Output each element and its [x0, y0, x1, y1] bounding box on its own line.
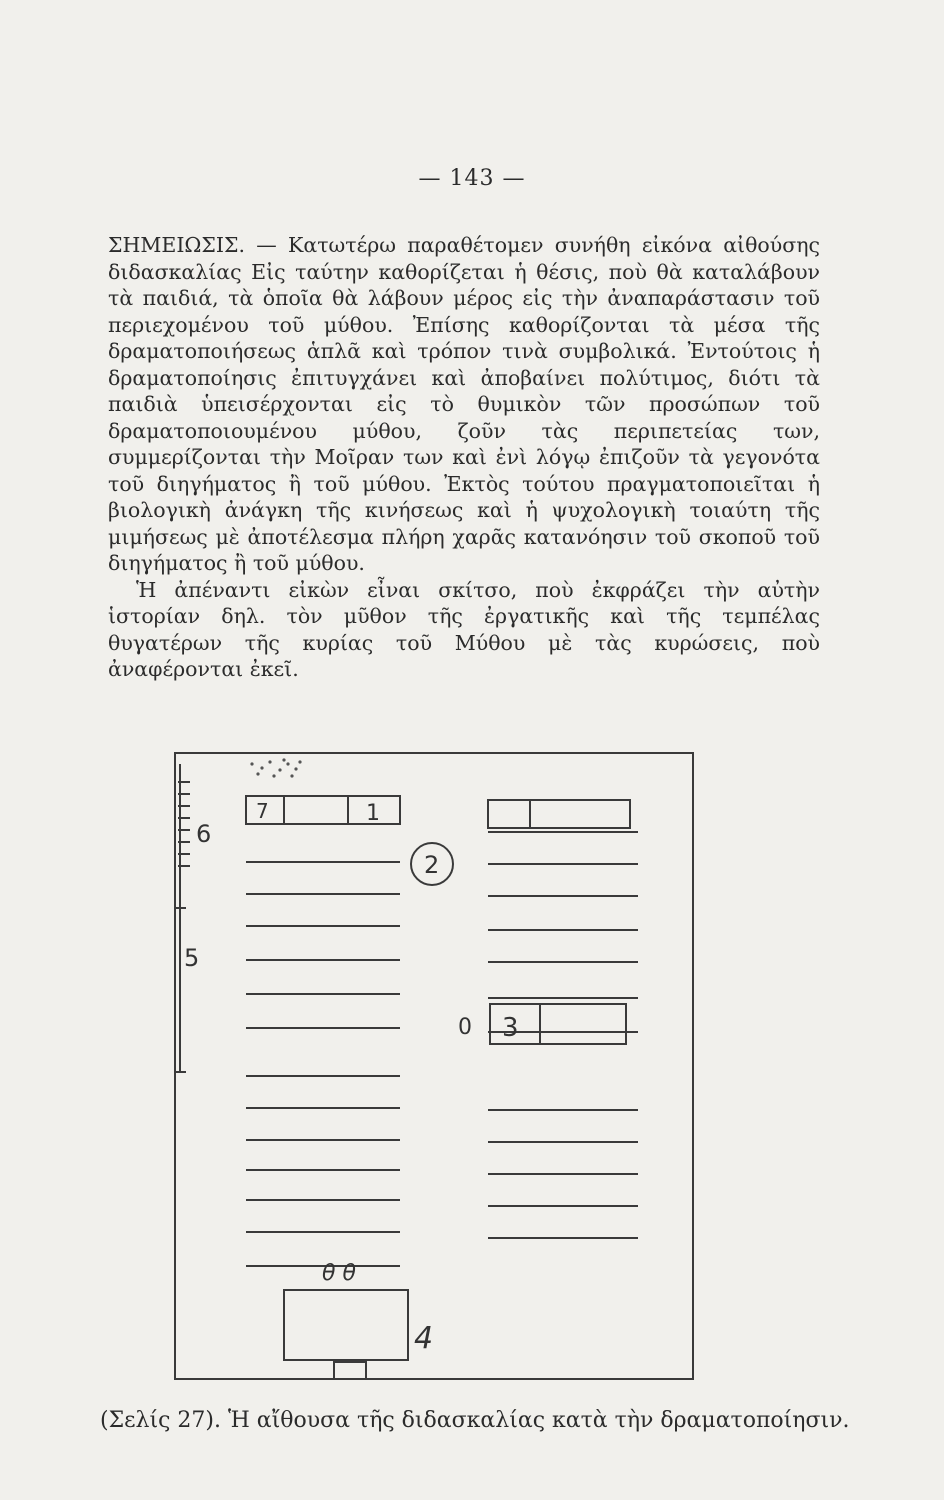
desk-right-first	[488, 800, 630, 828]
label-four: 4	[414, 1321, 434, 1356]
sketch-paragraph: Ἡ ἀπέναντι εἰκὼν εἶναι σκίτσο, ποὺ ἐκφράζει τὴν αὐτὴν ἱστορίαν δηλ. τὸν μῦθον τῆς ἐργατικῆς καὶ τῆς τεμπέλας θυγατέρων τῆς κυρίας τοῦ Μύθου μὲ τὰς κυρώσεις, ποὺ ἀναφέρονται ἐκεῖ.	[108, 577, 820, 681]
classroom-sketch	[174, 752, 694, 1380]
teacher-desk	[284, 1290, 408, 1360]
desk-rows-left	[246, 862, 400, 1266]
label-zero: 0	[458, 1015, 472, 1040]
classroom-floor-plan	[176, 754, 692, 1378]
label-five: 5	[184, 944, 200, 972]
note-paragraph: ΣΗΜΕΙΩΣΙΣ. — Κατωτέρω παραθέτομεν συνήθη εἰκόνα αἰθούσης διδασκαλίας Εἰς ταύτην καθορίζεται ἡ θέσις, ποὺ θὰ καταλάβουν τὰ παιδιά, τὰ ὁποῖα θὰ λάβουν μέρος εἰς τὴν ἀναπαράστασιν τοῦ περιεχομένου τοῦ μύθου. Ἐπίσης καθορίζονται τὰ μέσα τῆς δραματοποιήσεως ἁπλᾶ καὶ τρόπον τινὰ συμβολικά. Ἐντούτοις ἡ δραματοποίησις ἐπιτυγχάνει καὶ ἀποβαίνει πολύτιμος, διότι τὰ παιδιὰ ὑπεισέρχονται εἰς τὸ θυμικὸν τῶν προσώπων τοῦ δραματοποιουμένου μύθου, ζοῦν τὰς περιπετείας των, συμμερίζονται τὴν Μοῖραν των καὶ ἐνὶ λόγῳ ἐπιζοῦν τὰ γεγονότα τοῦ διηγήματος ἢ τοῦ μύθου. Ἐκτὸς τούτου πραγματοποιεῖται ἡ βιολογικὴ ἀνάγκη τῆς κινήσεως καὶ ἡ ψυχολογικὴ τοιαύτη τῆς μιμήσεως μὲ ἀποτέλεσμα πλήρη χαρᾶς κατανόησιν τοῦ σκοποῦ τοῦ διηγήματος ἢ τοῦ μύθου.	[108, 233, 820, 575]
label-one: 1	[366, 801, 380, 826]
body-text	[108, 232, 820, 683]
dots-cluster	[250, 758, 301, 777]
label-seven: 7	[256, 799, 269, 823]
door	[334, 1362, 366, 1378]
label-three: 3	[502, 1013, 519, 1043]
figure-caption: (Σελίς 27). Ἡ αἴθουσα τῆς διδασκαλίας κατὰ τὴν δραματοποίησιν.	[100, 1408, 850, 1433]
label-two: 2	[424, 851, 440, 879]
label-six: 6	[196, 820, 212, 848]
page-number: — 143 —	[418, 166, 526, 191]
label-theta: θ θ	[322, 1261, 356, 1286]
